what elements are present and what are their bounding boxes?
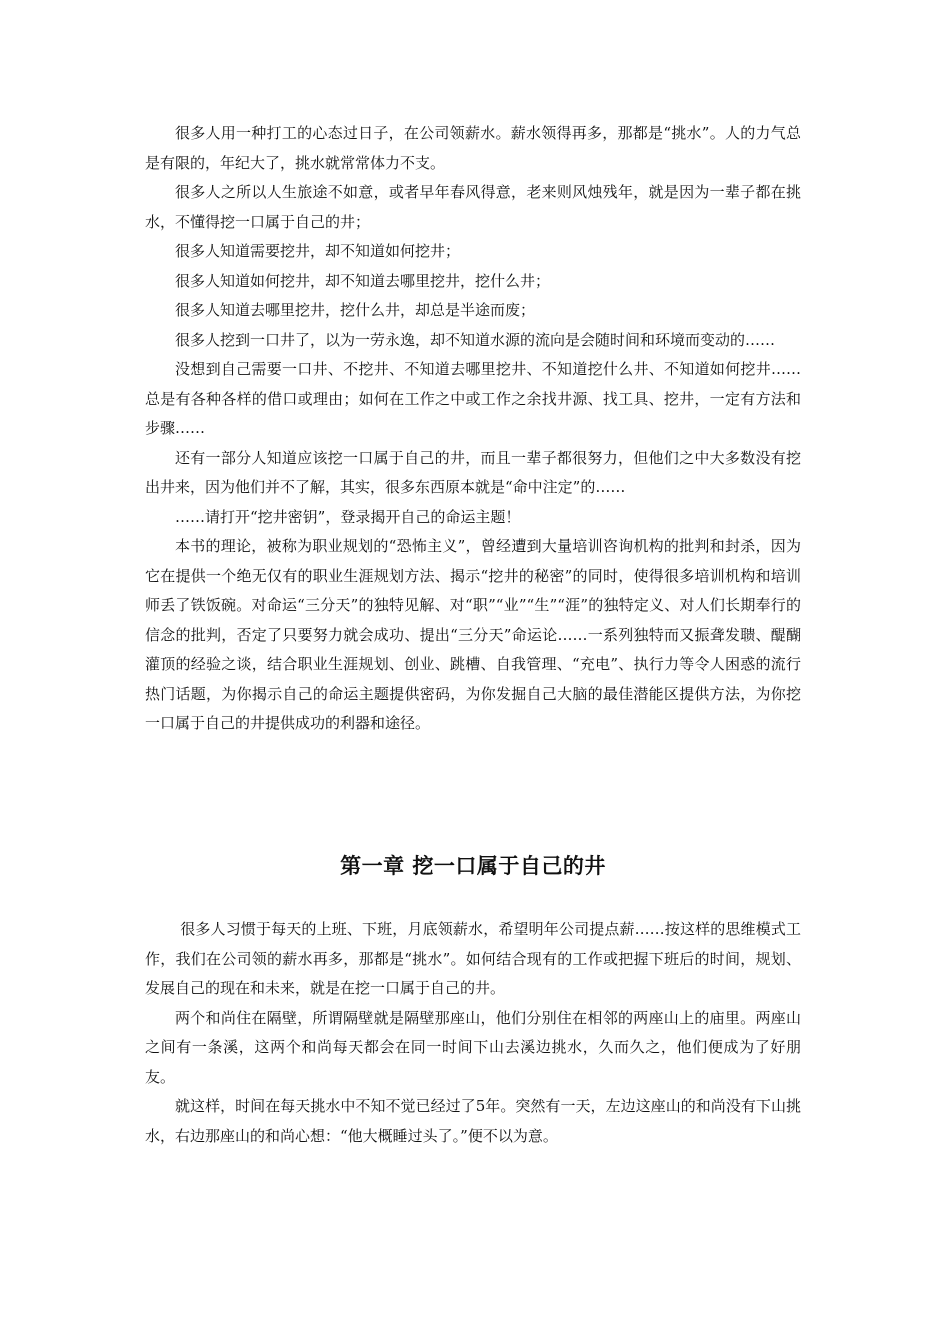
intro-paragraph-8: 还有一部分人知道应该挖一口属于自己的井，而且一辈子都很努力，但他们之中大多数没有挖出井来，因为他们并不了解，其实，很多东西原本就是“命中注定”的…… xyxy=(145,448,801,496)
intro-section xyxy=(145,119,801,739)
intro-paragraph-9: ……请打开“挖井密钥”，登录揭开自己的命运主题！ xyxy=(175,507,521,526)
intro-paragraph-3: 很多人知道需要挖井，却不知道如何挖井； xyxy=(175,242,461,260)
intro-paragraph-1: 很多人用一种打工的心态过日子，在公司领薪水。薪水领得再多，那都是“挑水”。人的力气总是有限的，年纪大了，挑水就常常体力不支。 xyxy=(145,124,801,172)
chapter-paragraph-1: 很多人习惯于每天的上班、下班，月底领薪水，希望明年公司提点薪……按这样的思维模式工作，我们在公司领的薪水再多，那都是“挑水”。如何结合现有的工作或把握下班后的时间，规划、发展自己的现在和未来，就是在挖一口属于自己的井。 xyxy=(145,920,801,997)
intro-paragraph-6: 很多人挖到一口井了，以为一劳永逸，却不知道水源的流向是会随时间和环境而变动的…… xyxy=(175,330,776,349)
intro-paragraph-10: 本书的理论，被称为职业规划的“恐怖主义”，曾经遭到大量培训咨询机构的批判和封杀，因为它在提供一个绝无仅有的职业生涯规划方法、揭示“挖井的秘密”的同时，使得很多培训机构和培训师丢了铁饭碗。对命运“三分天”的独特见解、对“职”“业”“生”“涯”的独特定义、对人们长期奉行的信念的批判，否定了只要努力就会成功、提出“三分天”命运论……一系列独特而又振聋发聩、醍醐灌顶的经验之谈，结合职业生涯规划、创业、跳槽、自我管理、“充电”、执行力等令人困惑的流行热门话题，为你揭示自己的命运主题提供密码，为你发掘自己大脑的最佳潜能区提供方法，为你挖一口属于自己的井提供成功的利器和途径。 xyxy=(145,537,801,732)
intro-paragraph-5: 很多人知道去哪里挖井，挖什么井，却总是半途而废； xyxy=(175,301,536,319)
chapter-paragraph-2: 两个和尚住在隔壁，所谓隔壁就是隔壁那座山，他们分别住在相邻的两座山上的庙里。两座山之间有一条溪，这两个和尚每天都会在同一时间下山去溪边挑水，久而久之，他们便成为了好朋友。 xyxy=(145,1008,801,1086)
intro-paragraph-4: 很多人知道如何挖井，却不知道去哪里挖井，挖什么井； xyxy=(175,271,551,290)
intro-paragraph-2: 很多人之所以人生旅途不如意，或者早年春风得意，老来则风烛残年，就是因为一辈子都在挑水，不懂得挖一口属于自己的井； xyxy=(145,183,801,231)
chapter-section xyxy=(145,915,801,1151)
intro-paragraph-7: 没想到自己需要一口井、不挖井、不知道去哪里挖井、不知道挖什么井、不知道如何挖井……总是有各种各样的借口或理由；如何在工作之中或工作之余找井源、找工具、挖井，一定有方法和步骤…… xyxy=(145,360,801,437)
chapter-paragraph-3: 就这样，时间在每天挑水中不知不觉已经过了5年。突然有一天，左边这座山的和尚没有下山挑水，右边那座山的和尚心想：“他大概睡过头了。”便不以为意。 xyxy=(145,1097,801,1145)
chapter-title: 第一章 挖一口属于自己的井 xyxy=(340,854,606,878)
